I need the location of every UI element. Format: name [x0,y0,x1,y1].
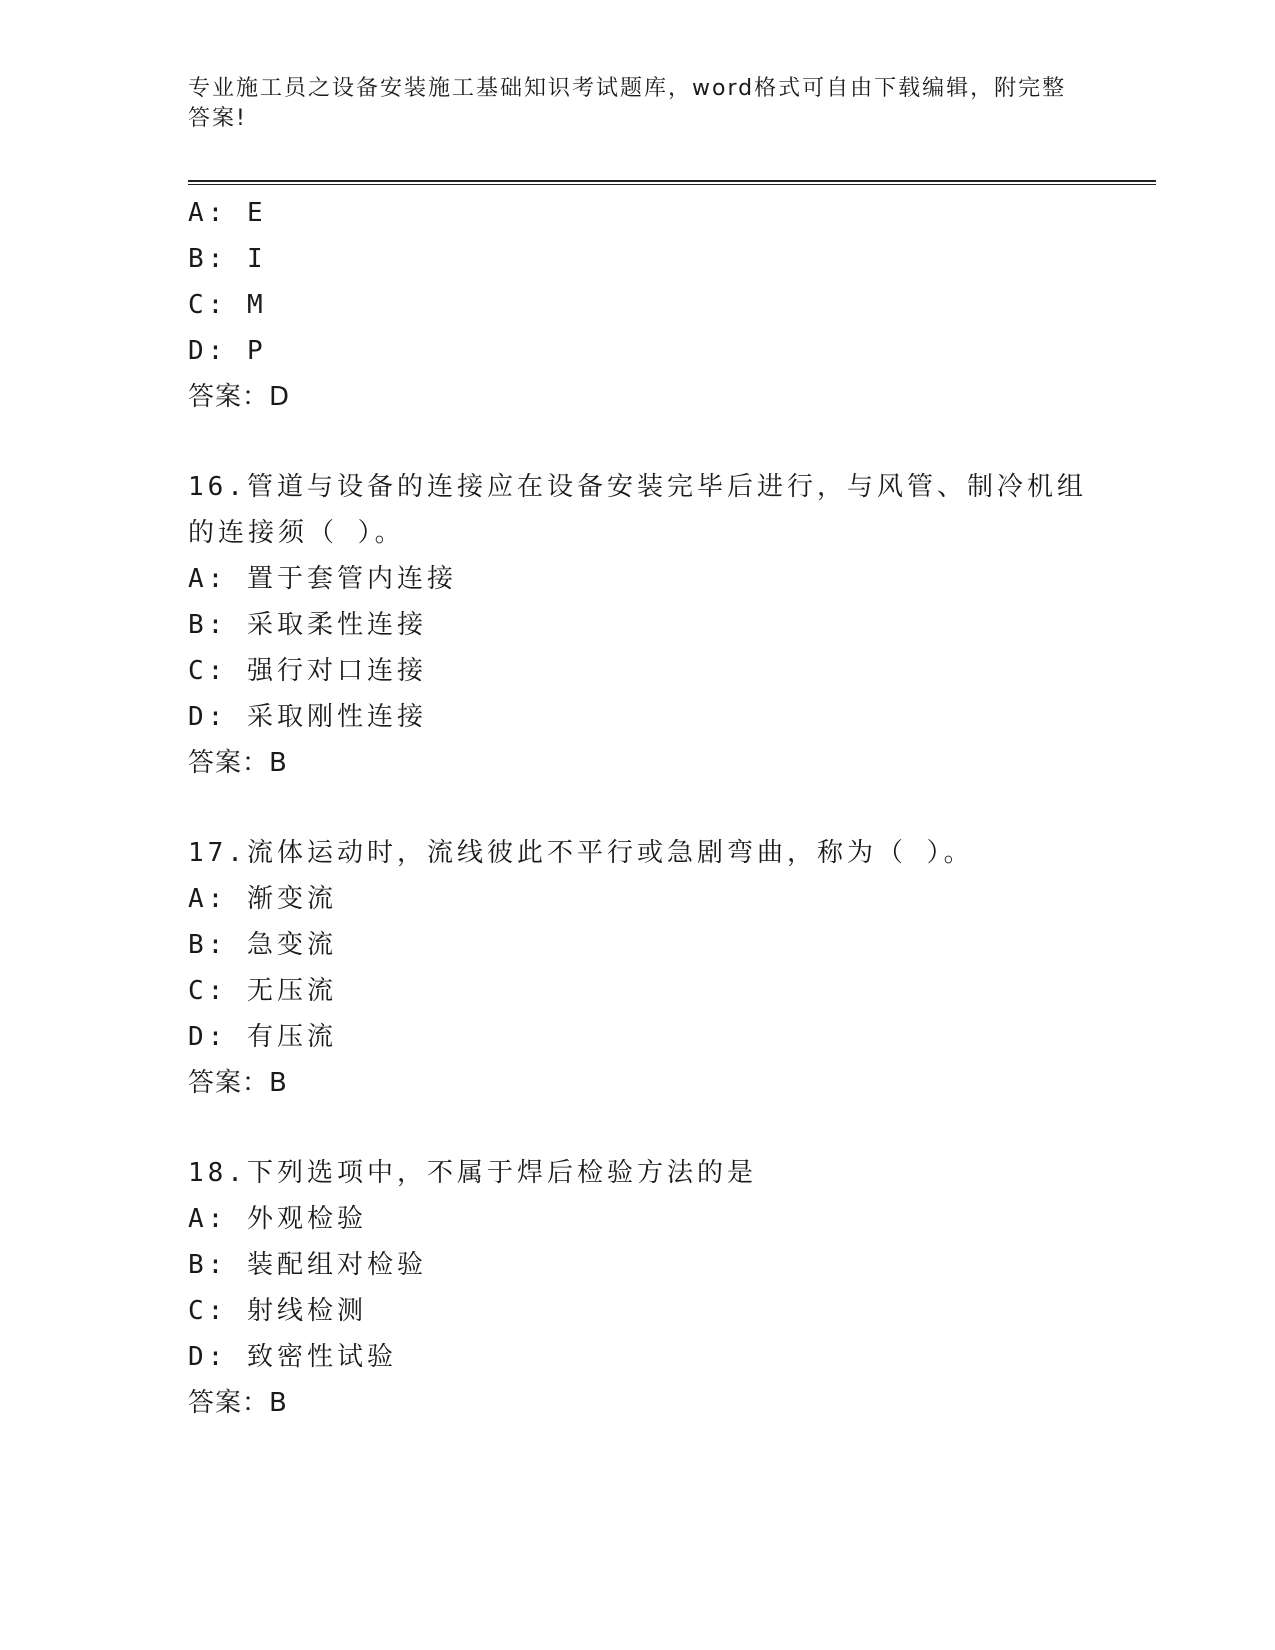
answer-line: 答案：D [188,382,291,412]
header-divider-thick [188,180,1156,182]
option-a: A: E [188,198,267,228]
question-16 [188,464,1088,786]
option-d: D: 有压流 [188,1022,337,1052]
option-a: A: 置于套管内连接 [188,564,457,594]
option-a: A: 外观检验 [188,1204,367,1234]
option-a: A: 渐变流 [188,884,337,914]
option-d: D: 采取刚性连接 [188,702,427,732]
question-text: 18.下列选项中，不属于焊后检验方法的是 [188,1158,757,1188]
question-18 [188,1150,1088,1426]
question-17 [188,830,1088,1106]
page-header: 专业施工员之设备安装施工基础知识考试题库，word格式可自由下载编辑，附完整答案! [188,76,1067,131]
answer-line: 答案：B [188,1388,288,1418]
question-content [188,190,1088,1426]
option-c: C: 射线检测 [188,1296,367,1326]
option-c: C: 无压流 [188,976,337,1006]
option-b: B: 急变流 [188,930,337,960]
option-c: C: M [188,290,267,320]
option-d: D: P [188,336,267,366]
answer-line: 答案：B [188,1068,288,1098]
option-c: C: 强行对口连接 [188,656,427,686]
header-divider-thin [188,184,1156,185]
prev-question-block [188,190,1088,420]
option-b: B: I [188,244,267,274]
option-d: D: 致密性试验 [188,1342,397,1372]
question-text: 17.流体运动时，流线彼此不平行或急剧弯曲，称为（ ）。 [188,838,974,868]
option-b: B: 采取柔性连接 [188,610,427,640]
answer-line: 答案：B [188,748,288,778]
question-text: 16.管道与设备的连接应在设备安装完毕后进行，与风管、制冷机组的连接须（ ）。 [188,472,1087,548]
option-b: B: 装配组对检验 [188,1250,427,1280]
